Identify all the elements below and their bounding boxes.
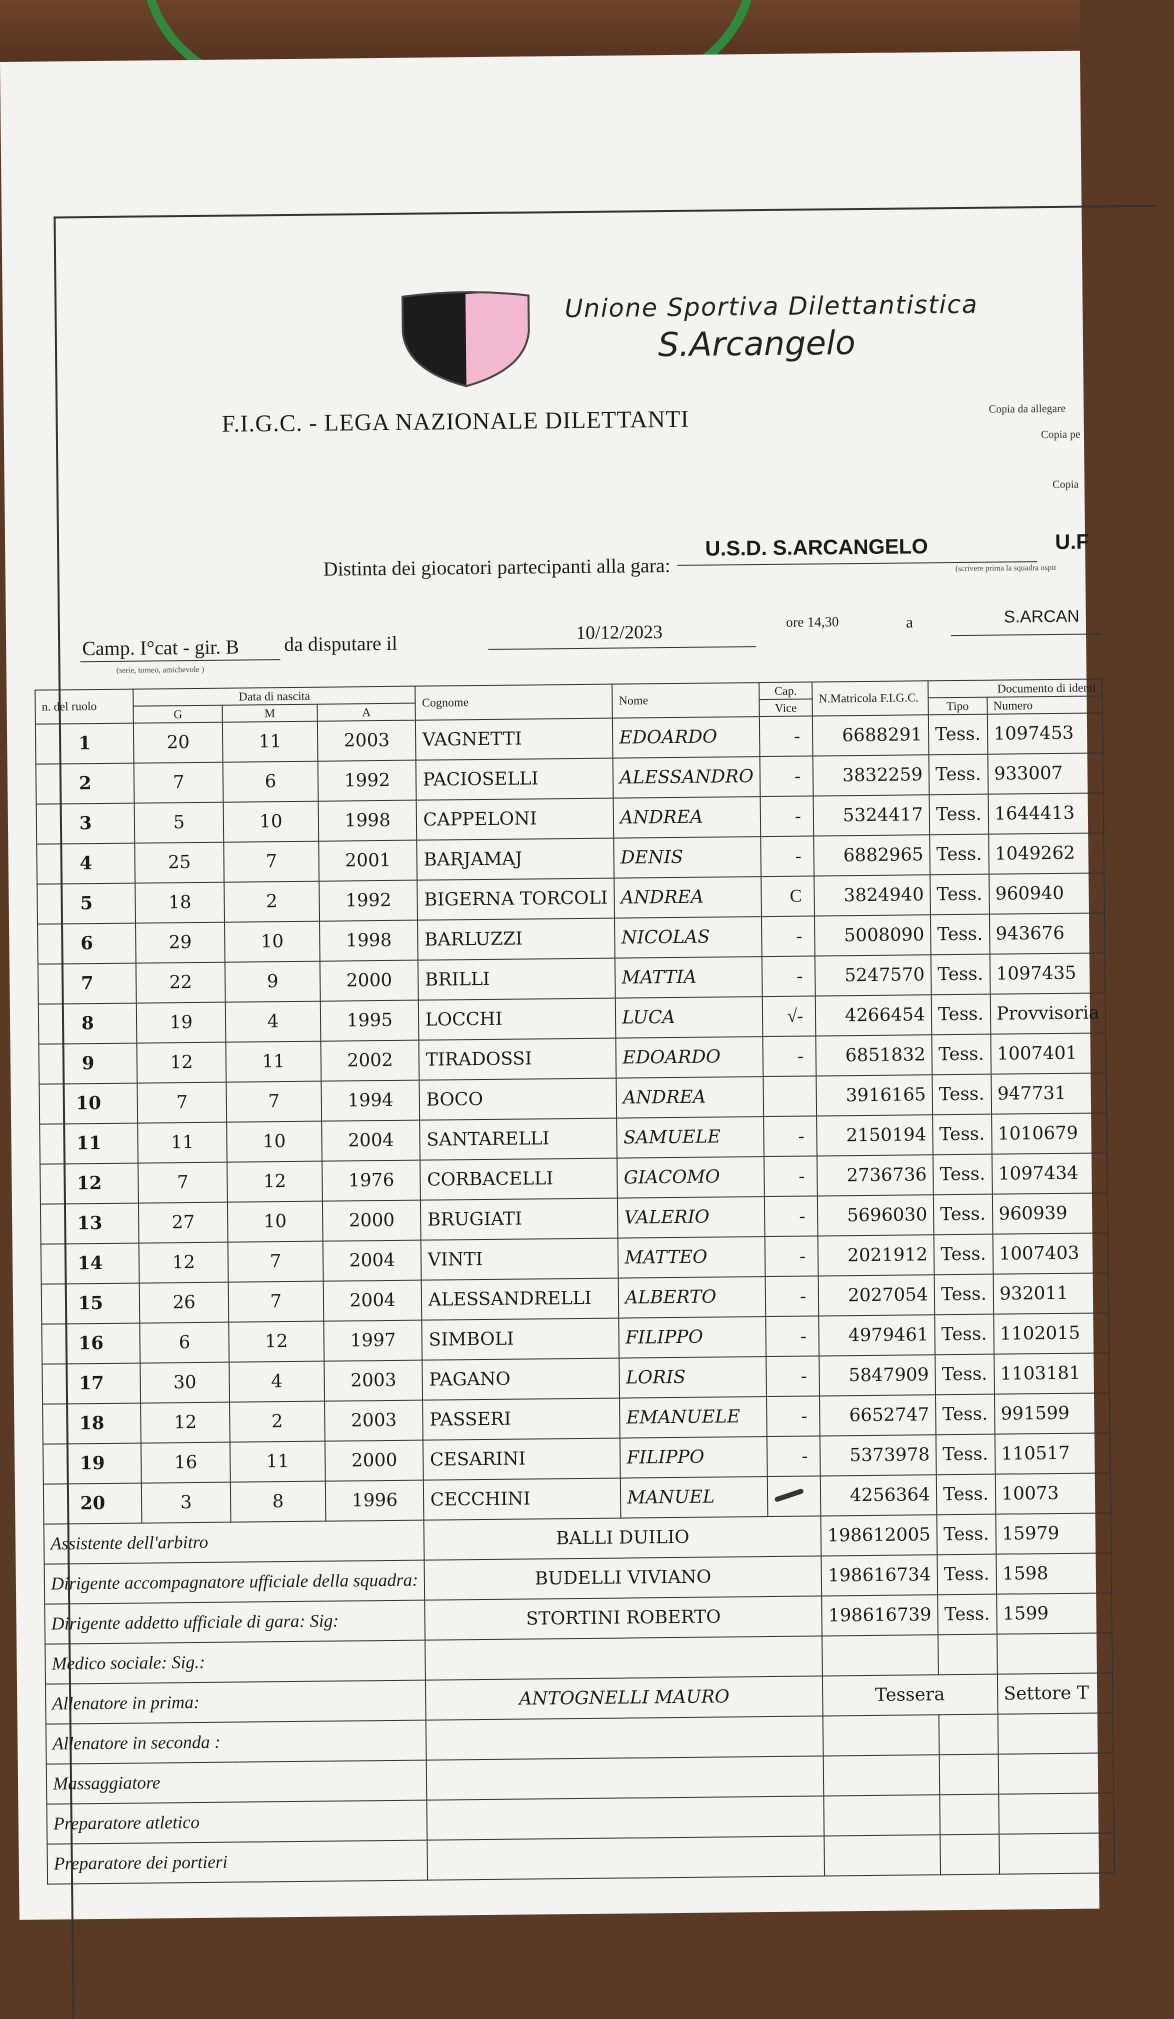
document-number: Provvisoria xyxy=(990,993,1106,1034)
birth-month: 7 xyxy=(224,841,319,882)
player-number: 8 xyxy=(38,1003,137,1044)
birth-year: 2000 xyxy=(325,1440,424,1481)
document-type: Tess. xyxy=(931,954,990,995)
document-number: 1097435 xyxy=(989,953,1105,994)
captain-mark: - xyxy=(761,836,814,877)
player-firstname: MANUEL xyxy=(620,1477,767,1519)
staff-matricola xyxy=(823,1755,939,1796)
col-documento: Documento di identi xyxy=(928,679,1102,698)
birth-day: 11 xyxy=(138,1122,227,1163)
player-number: 10 xyxy=(39,1083,138,1124)
birth-month: 4 xyxy=(225,1001,320,1042)
birth-day: 27 xyxy=(139,1202,228,1243)
player-surname: CORBACELLI xyxy=(420,1158,617,1200)
staff-document-type: Tess. xyxy=(938,1594,997,1635)
player-firstname: ANDREA xyxy=(614,877,761,919)
staff-role: Allenatore in seconda : xyxy=(46,1720,427,1764)
birth-year: 1996 xyxy=(325,1480,424,1521)
competition-note: (serie, torneo, amichevole ) xyxy=(116,664,205,675)
captain-mark xyxy=(763,1076,816,1117)
birth-month: 11 xyxy=(222,721,317,762)
birth-day: 16 xyxy=(141,1442,230,1483)
figc-matricola: 3824940 xyxy=(814,875,930,916)
birth-day: 30 xyxy=(140,1362,229,1403)
figc-matricola: 3832259 xyxy=(813,755,929,796)
staff-role: Allenatore in prima: xyxy=(45,1680,426,1724)
staff-document-number xyxy=(998,1793,1114,1834)
document-type: Tess. xyxy=(928,714,987,755)
birth-day: 25 xyxy=(135,842,224,883)
player-surname: VAGNETTI xyxy=(416,718,613,760)
player-number: 15 xyxy=(41,1283,140,1324)
player-firstname: DENIS xyxy=(614,837,761,879)
player-number: 7 xyxy=(38,963,137,1004)
birth-day: 3 xyxy=(142,1482,231,1523)
birth-year: 2004 xyxy=(323,1240,422,1281)
document-type: Tess. xyxy=(931,994,990,1035)
staff-document-number: 1599 xyxy=(996,1593,1112,1634)
birth-day: 20 xyxy=(134,722,223,763)
player-number: 9 xyxy=(39,1043,138,1084)
player-surname: ALESSANDRELLI xyxy=(422,1278,619,1320)
document-number: 1097453 xyxy=(987,713,1103,754)
document-number: 1010679 xyxy=(991,1113,1107,1154)
captain-mark: - xyxy=(767,1436,820,1477)
birth-year: 1998 xyxy=(320,920,419,961)
away-team: U.F xyxy=(1054,530,1090,554)
document-type: Tess. xyxy=(934,1194,993,1235)
staff-document-type: Tess. xyxy=(937,1514,996,1555)
birth-month: 12 xyxy=(229,1321,324,1362)
player-surname: SIMBOLI xyxy=(422,1318,619,1360)
birth-month: 2 xyxy=(229,1401,324,1442)
birth-day: 26 xyxy=(140,1282,229,1323)
team-order-note: (scrivere prima la squadra ospit xyxy=(955,562,1057,574)
player-surname: VINTI xyxy=(421,1238,618,1280)
birth-day: 7 xyxy=(137,1082,226,1123)
document-number: 110517 xyxy=(994,1433,1110,1474)
birth-year: 2001 xyxy=(319,840,418,881)
col-n-ruolo: n. del ruolo xyxy=(35,689,134,724)
figc-matricola: 6882965 xyxy=(814,835,930,876)
staff-matricola xyxy=(823,1715,939,1756)
captain-mark: - xyxy=(765,1276,818,1317)
figc-matricola: 6688291 xyxy=(812,715,928,756)
figc-matricola: 5008090 xyxy=(815,915,931,956)
document-number: 947731 xyxy=(991,1073,1107,1114)
player-surname: PASSERI xyxy=(423,1398,620,1440)
birth-day: 22 xyxy=(136,962,225,1003)
staff-name xyxy=(425,1636,822,1680)
birth-day: 5 xyxy=(135,802,224,843)
figc-matricola: 4266454 xyxy=(815,995,931,1036)
staff-document-number xyxy=(999,1833,1115,1874)
staff-document-number xyxy=(998,1753,1114,1794)
document-type: Tess. xyxy=(932,1074,991,1115)
staff-document-number: Settore T xyxy=(997,1673,1113,1714)
captain-mark: - xyxy=(766,1356,819,1397)
player-firstname: MATTIA xyxy=(615,957,762,999)
document-number: 10073 xyxy=(995,1473,1111,1514)
copy-note-3: Copia xyxy=(1052,478,1079,492)
document-number: 960939 xyxy=(992,1193,1108,1234)
staff-role: Dirigente addetto ufficiale di gara: Sig: xyxy=(45,1600,426,1644)
staff-document-type xyxy=(939,1714,998,1755)
birth-day: 12 xyxy=(141,1402,230,1443)
document-number: 960940 xyxy=(989,873,1105,914)
staff-name xyxy=(426,1716,823,1760)
player-firstname: MATTEO xyxy=(618,1237,765,1279)
club-shield-logo xyxy=(400,291,531,387)
player-surname: SANTARELLI xyxy=(420,1118,617,1160)
match-time: ore 14,30 xyxy=(785,615,839,631)
captain-mark: - xyxy=(764,1156,817,1197)
figc-matricola: 5847909 xyxy=(819,1355,935,1396)
captain-mark: - xyxy=(760,756,813,797)
player-surname: BRILLI xyxy=(418,958,615,1000)
staff-matricola xyxy=(824,1795,940,1836)
player-firstname: LORIS xyxy=(619,1357,766,1399)
player-surname: BIGERNA TORCOLI xyxy=(417,878,614,920)
handwritten-mark-icon xyxy=(774,1488,808,1502)
player-number: 16 xyxy=(42,1323,141,1364)
birth-month: 10 xyxy=(224,921,319,962)
captain-mark: - xyxy=(764,1116,817,1157)
col-m: M xyxy=(222,704,317,722)
birth-month: 4 xyxy=(229,1361,324,1402)
player-surname: CESARINI xyxy=(423,1438,620,1480)
figc-matricola: 2027054 xyxy=(818,1275,934,1316)
staff-document-type xyxy=(938,1634,997,1675)
col-vice: Vice xyxy=(759,699,812,717)
document-number: 1644413 xyxy=(988,793,1104,834)
club-name-line1: Unione Sportiva Dilettantistica xyxy=(564,289,979,324)
birth-month: 10 xyxy=(227,1121,322,1162)
staff-document-type: Tess. xyxy=(937,1554,996,1595)
birth-year: 2002 xyxy=(321,1040,420,1081)
player-firstname: EDOARDO xyxy=(616,1037,763,1079)
birth-month: 10 xyxy=(223,801,318,842)
copy-note-1: Copia da allegare xyxy=(988,402,1066,416)
col-g: G xyxy=(133,705,222,723)
captain-mark: √- xyxy=(762,996,815,1037)
player-number: 11 xyxy=(40,1123,139,1164)
player-surname: CAPPELONI xyxy=(417,798,614,840)
staff-matricola: 198616734 xyxy=(821,1555,937,1596)
player-surname: BOCO xyxy=(419,1078,616,1120)
staff-name xyxy=(427,1796,824,1840)
players-table xyxy=(35,678,1116,1884)
staff-name xyxy=(427,1756,824,1800)
staff-name: STORTINI ROBERTO xyxy=(425,1596,822,1640)
player-firstname: EDOARDO xyxy=(612,717,759,759)
copy-note-2: Copia pe xyxy=(1040,428,1081,442)
staff-role: Medico sociale: Sig.: xyxy=(45,1640,426,1684)
staff-matricola xyxy=(822,1635,938,1676)
document-type: Tess. xyxy=(933,1114,992,1155)
birth-month: 11 xyxy=(230,1441,325,1482)
figc-matricola: 4979461 xyxy=(819,1315,935,1356)
birth-month: 7 xyxy=(226,1081,321,1122)
player-surname: LOCCHI xyxy=(419,998,616,1040)
staff-matricola: 198616739 xyxy=(822,1595,938,1636)
figc-matricola: 5324417 xyxy=(813,795,929,836)
staff-document-type xyxy=(940,1794,999,1835)
staff-document-number: 1598 xyxy=(996,1553,1112,1594)
captain-mark: - xyxy=(767,1396,820,1437)
player-number: 17 xyxy=(42,1363,141,1404)
birth-year: 2003 xyxy=(324,1360,423,1401)
figc-matricola: 2150194 xyxy=(817,1115,933,1156)
birth-day: 12 xyxy=(139,1242,228,1283)
player-firstname: FILIPPO xyxy=(620,1437,767,1479)
captain-mark: - xyxy=(762,916,815,957)
birth-year: 1992 xyxy=(318,760,417,801)
player-number: 3 xyxy=(36,803,135,844)
document-number: 933007 xyxy=(987,753,1103,794)
player-number: 6 xyxy=(38,923,137,964)
col-nome: Nome xyxy=(612,683,759,719)
birth-year: 2004 xyxy=(322,1120,421,1161)
birth-year: 1992 xyxy=(319,880,418,921)
staff-role: Assistente dell'arbitro xyxy=(44,1520,425,1564)
document-type: Tess. xyxy=(934,1274,993,1315)
document-number: 1102015 xyxy=(993,1313,1109,1354)
player-firstname: LUCA xyxy=(615,997,762,1039)
birth-day: 19 xyxy=(137,1002,226,1043)
birth-year: 1994 xyxy=(321,1080,420,1121)
birth-month: 7 xyxy=(228,1281,323,1322)
player-number: 19 xyxy=(43,1443,142,1484)
club-name-line2: S.Arcangelo xyxy=(657,323,856,365)
birth-month: 12 xyxy=(227,1161,322,1202)
captain-mark: - xyxy=(759,716,812,757)
birth-year: 2003 xyxy=(325,1400,424,1441)
player-surname: BARJAMAJ xyxy=(417,838,614,880)
distinta-label: Distinta dei giocatori partecipanti alla gara: xyxy=(323,555,671,581)
document-number: 1049262 xyxy=(988,833,1104,874)
player-firstname: ALESSANDRO xyxy=(613,757,760,799)
document-number: 1007401 xyxy=(990,1033,1106,1074)
staff-name xyxy=(427,1836,824,1880)
player-firstname: SAMUELE xyxy=(617,1117,764,1159)
player-number: 5 xyxy=(37,883,136,924)
col-cognome: Cognome xyxy=(415,684,612,720)
birth-year: 2000 xyxy=(322,1200,421,1241)
captain-mark: - xyxy=(760,796,813,837)
player-number: 4 xyxy=(37,843,136,884)
document-type: Tess. xyxy=(930,834,989,875)
document-type: Tess. xyxy=(929,794,988,835)
document-type: Tess. xyxy=(931,914,990,955)
staff-document-number: 15979 xyxy=(995,1513,1111,1554)
birth-month: 6 xyxy=(223,761,318,802)
birth-day: 7 xyxy=(134,762,223,803)
player-firstname: VALERIO xyxy=(618,1197,765,1239)
birth-year: 2004 xyxy=(323,1280,422,1321)
captain-mark: - xyxy=(764,1196,817,1237)
birth-year: 1995 xyxy=(320,1000,419,1041)
staff-role: Preparatore dei portieri xyxy=(47,1840,428,1884)
player-number: 14 xyxy=(41,1243,140,1284)
figc-matricola: 2736736 xyxy=(817,1155,933,1196)
captain-mark xyxy=(767,1476,820,1517)
birth-year: 1997 xyxy=(324,1320,423,1361)
competition: Camp. I°cat - gir. B xyxy=(82,636,240,661)
birth-day: 12 xyxy=(137,1042,226,1083)
player-surname: PACIOSELLI xyxy=(416,758,613,800)
document-number: 932011 xyxy=(993,1273,1109,1314)
document-type: Tess. xyxy=(932,1034,991,1075)
document-number: 1097434 xyxy=(992,1153,1108,1194)
player-surname: BRUGIATI xyxy=(421,1198,618,1240)
birth-year: 2000 xyxy=(320,960,419,1001)
staff-document-type xyxy=(940,1834,999,1875)
captain-mark: - xyxy=(766,1316,819,1357)
col-cap: Cap. xyxy=(759,682,812,700)
document-type: Tess. xyxy=(936,1434,995,1475)
staff-role: Massaggiatore xyxy=(46,1760,427,1804)
figc-matricola: 6652747 xyxy=(820,1395,936,1436)
player-firstname: EMANUELE xyxy=(620,1397,767,1439)
figc-matricola: 5247570 xyxy=(815,955,931,996)
document-type: Tess. xyxy=(934,1234,993,1275)
staff-document-number xyxy=(997,1633,1113,1674)
document-number: 1007403 xyxy=(992,1233,1108,1274)
figc-matricola: 5696030 xyxy=(817,1195,933,1236)
figc-matricola: 5373978 xyxy=(820,1435,936,1476)
staff-name: BUDELLI VIVIANO xyxy=(424,1556,821,1600)
birth-month: 11 xyxy=(226,1041,321,1082)
figc-matricola: 4256364 xyxy=(820,1475,936,1516)
col-numero: Numero xyxy=(987,696,1103,714)
player-number: 20 xyxy=(43,1483,142,1524)
player-number: 12 xyxy=(40,1163,139,1204)
staff-matricola: Tessera xyxy=(822,1674,997,1716)
document-type: Tess. xyxy=(936,1474,995,1515)
staff-name: ANTOGNELLI MAURO xyxy=(426,1676,823,1720)
document-number: 991599 xyxy=(994,1393,1110,1434)
player-firstname: ANDREA xyxy=(616,1077,763,1119)
player-firstname: FILIPPO xyxy=(619,1317,766,1359)
player-surname: BARLUZZI xyxy=(418,918,615,960)
player-surname: TIRADOSSI xyxy=(419,1038,616,1080)
player-number: 1 xyxy=(35,723,134,764)
player-number: 13 xyxy=(40,1203,139,1244)
document-number: 943676 xyxy=(989,913,1105,954)
document-type: Tess. xyxy=(929,754,988,795)
col-matricola: N.Matricola F.I.G.C. xyxy=(812,681,928,716)
staff-role: Preparatore atletico xyxy=(47,1800,428,1844)
document-number: 1103181 xyxy=(994,1353,1110,1394)
birth-year: 1998 xyxy=(318,800,417,841)
staff-matricola: 198612005 xyxy=(821,1515,937,1556)
player-firstname: NICOLAS xyxy=(615,917,762,959)
document-sheet xyxy=(0,51,1099,1920)
birth-month: 10 xyxy=(227,1201,322,1242)
col-a: A xyxy=(317,703,415,721)
document-type: Tess. xyxy=(930,874,989,915)
player-firstname: ANDREA xyxy=(613,797,760,839)
birth-month: 8 xyxy=(230,1481,325,1522)
player-surname: CECCHINI xyxy=(424,1478,621,1520)
birth-year: 1976 xyxy=(322,1160,421,1201)
player-number: 18 xyxy=(43,1403,142,1444)
player-number: 2 xyxy=(36,763,135,804)
staff-role: Dirigente accompagnatore ufficiale della squadra: xyxy=(44,1560,425,1604)
figc-matricola: 2021912 xyxy=(818,1235,934,1276)
figc-matricola: 6851832 xyxy=(816,1035,932,1076)
birth-day: 7 xyxy=(138,1162,227,1203)
federation-title: F.I.G.C. - LEGA NAZIONALE DILETTANTI xyxy=(221,406,690,438)
home-team: U.S.D. S.ARCANGELO xyxy=(705,535,929,561)
birth-month: 9 xyxy=(225,961,320,1002)
staff-name: BALLI DUILIO xyxy=(424,1516,821,1560)
document-type: Tess. xyxy=(935,1314,994,1355)
document-type: Tess. xyxy=(933,1154,992,1195)
birth-month: 7 xyxy=(228,1241,323,1282)
captain-mark: C xyxy=(761,876,814,917)
venue-label: a xyxy=(905,614,914,632)
captain-mark: - xyxy=(763,1036,816,1077)
to-be-played-label: da disputare il xyxy=(284,632,398,657)
document-type: Tess. xyxy=(935,1354,994,1395)
col-tipo: Tipo xyxy=(928,697,987,715)
staff-matricola xyxy=(824,1835,940,1876)
birth-day: 29 xyxy=(136,922,225,963)
birth-day: 6 xyxy=(140,1322,229,1363)
venue: S.ARCAN xyxy=(1003,606,1080,627)
staff-document-number xyxy=(997,1713,1113,1754)
match-date: 10/12/2023 xyxy=(575,622,663,644)
player-firstname: GIACOMO xyxy=(617,1157,764,1199)
col-data-nascita: Data di nascita xyxy=(133,686,415,706)
figc-matricola: 3916165 xyxy=(816,1075,932,1116)
staff-document-type xyxy=(939,1754,998,1795)
player-surname: PAGANO xyxy=(422,1358,619,1400)
player-firstname: ALBERTO xyxy=(618,1277,765,1319)
birth-year: 2003 xyxy=(317,720,416,761)
birth-month: 2 xyxy=(224,881,319,922)
birth-day: 18 xyxy=(135,882,224,923)
document-type: Tess. xyxy=(936,1394,995,1435)
captain-mark: - xyxy=(762,956,815,997)
captain-mark: - xyxy=(765,1236,818,1277)
